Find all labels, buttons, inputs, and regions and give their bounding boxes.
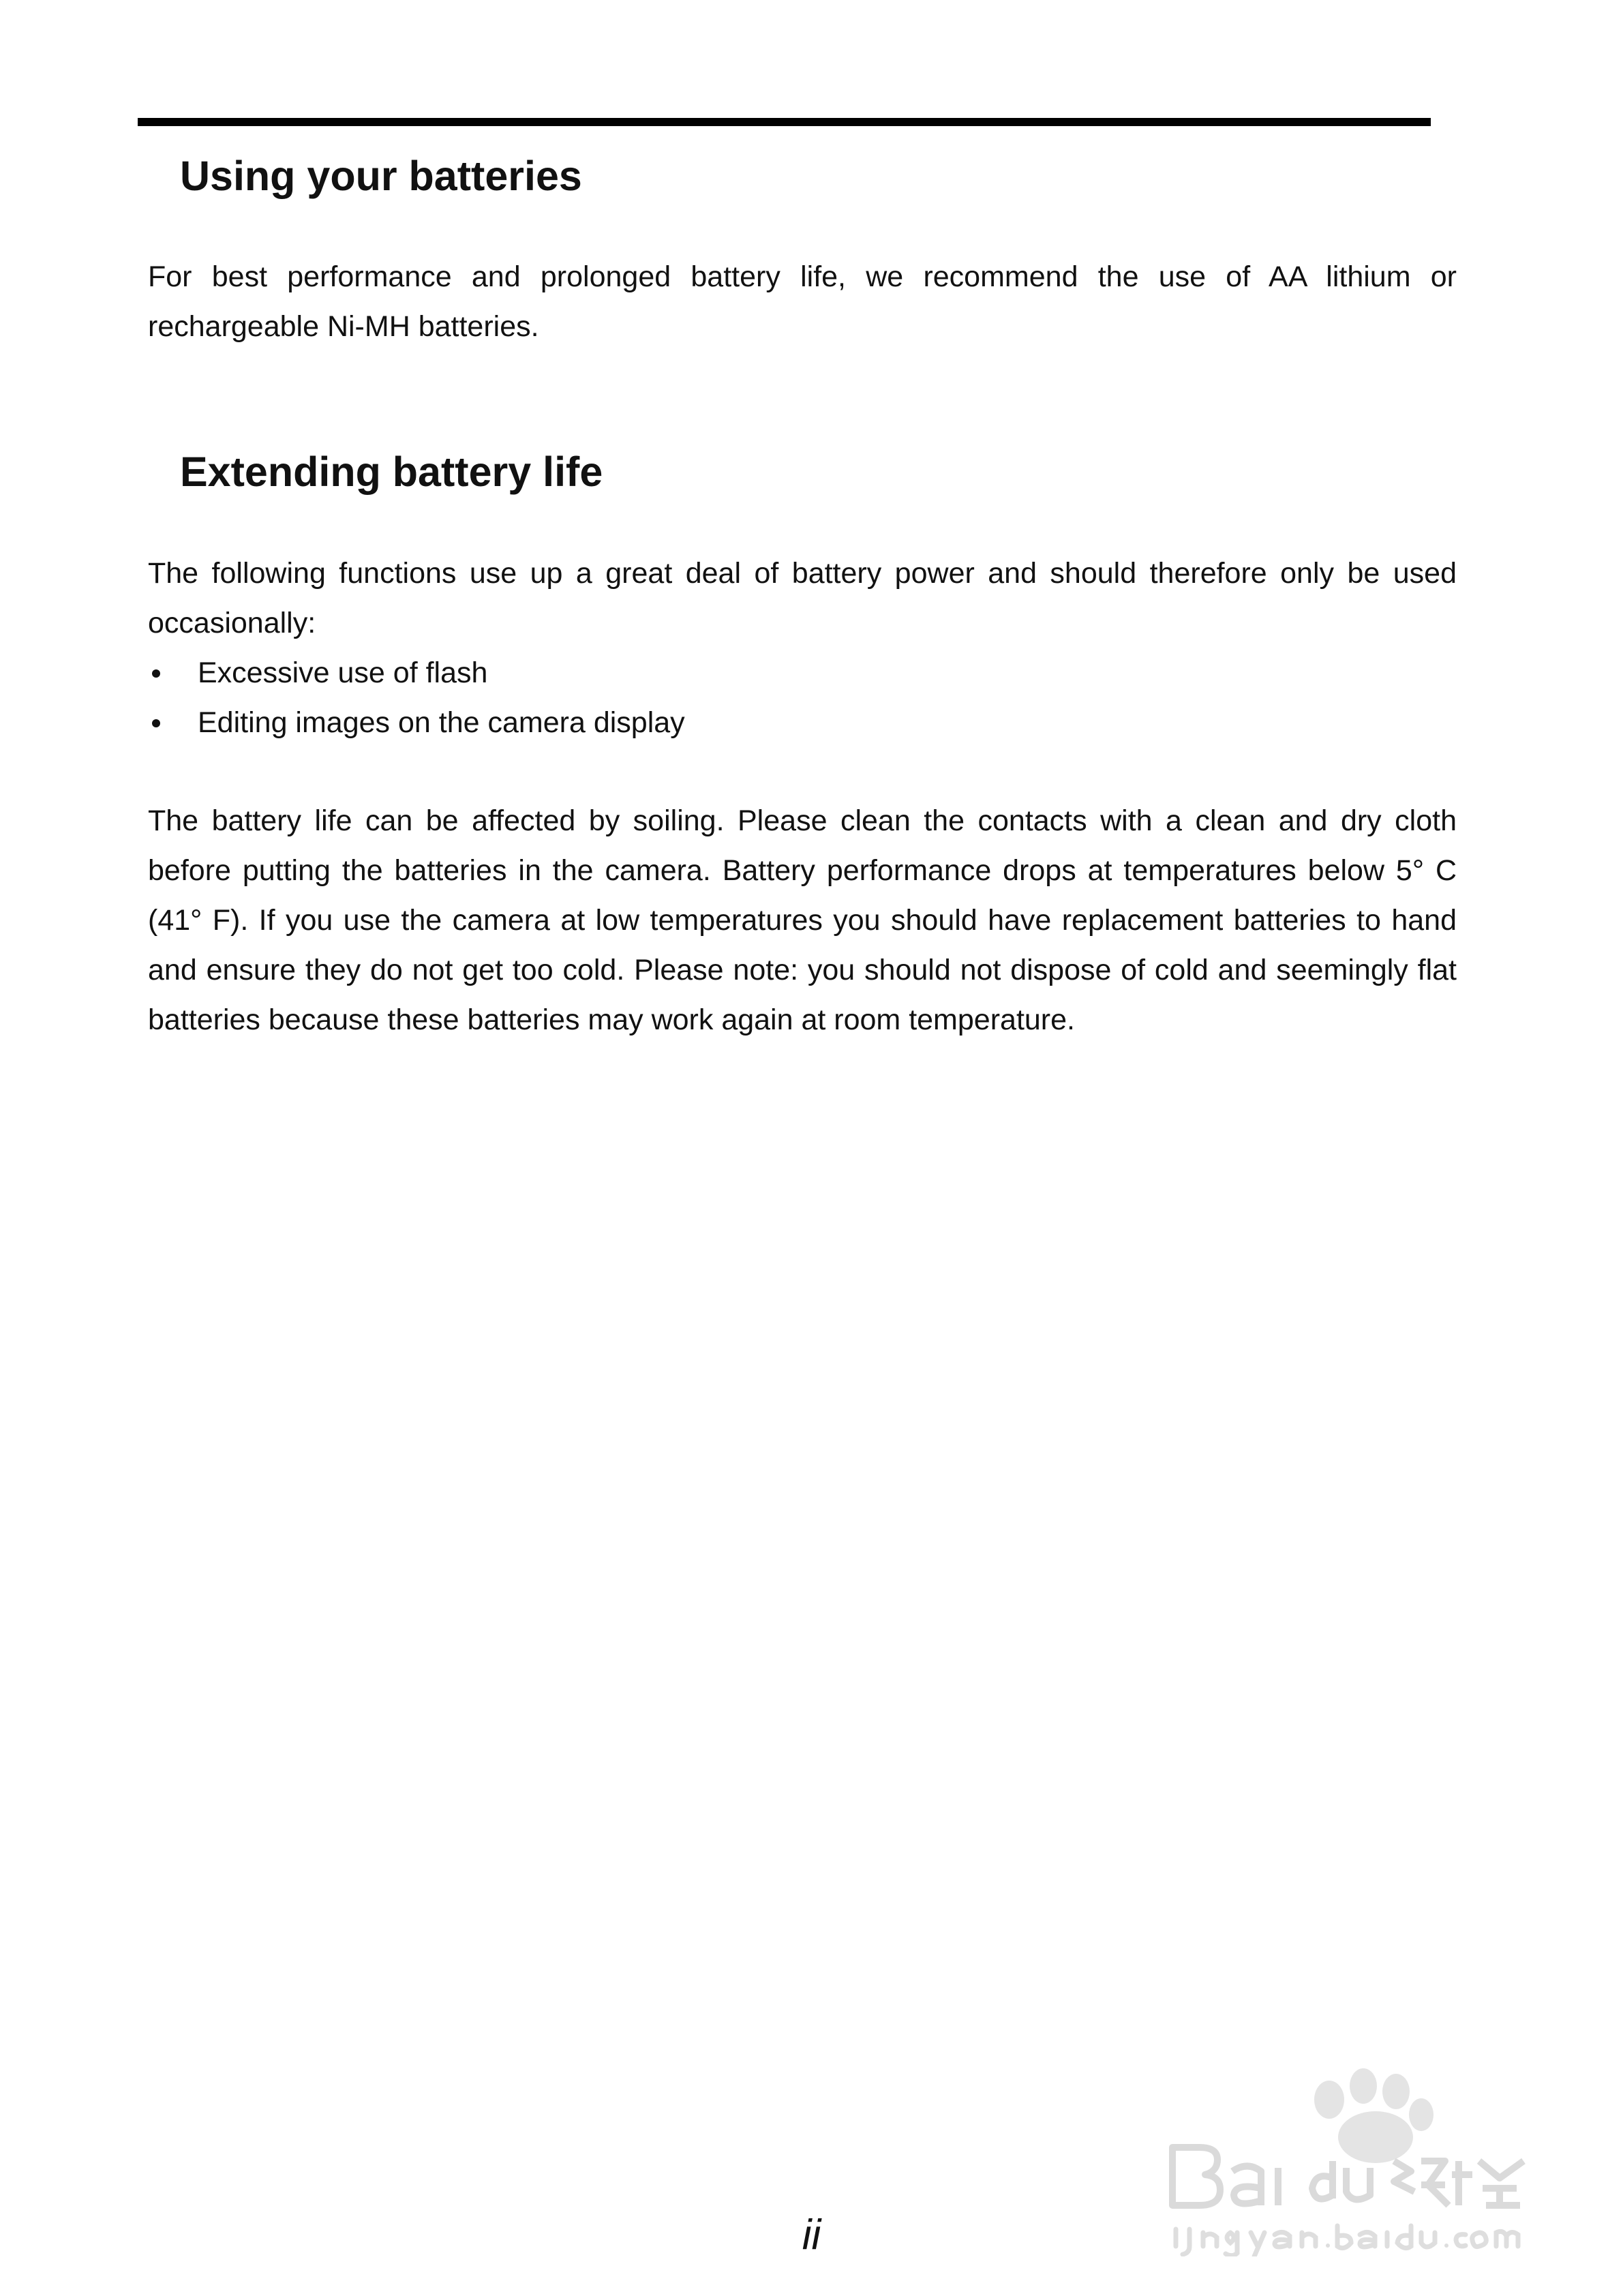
- page-number: ii: [802, 2211, 821, 2259]
- paragraph-power-functions: The following functions use up a great deal of battery power and should therefore only be used occasionally:: [148, 557, 1457, 639]
- list-item: [148, 648, 1457, 698]
- paragraph-battery-care: The battery life can be affected by soiling. Please clean the contacts with a clean and dry cloth before putting the batteries in the camera. Battery performance drops at temperatures below 5° C (41° F). If you use the camera at low temperatures you should have replacement batteries to hand and ensure they do not get too cold. Please note: you should not dispose of cold and seemingly flat batteries because these batteries may work again at room temperature.: [148, 804, 1457, 1036]
- bullet-icon: [152, 719, 160, 727]
- paragraph-battery-recommendation: For best performance and prolonged battery life, we recommend the use of AA lithium or rechargeable Ni-MH batteries.: [148, 260, 1457, 343]
- top-rule: [138, 118, 1431, 126]
- power-functions-list: [148, 648, 1457, 748]
- list-item-text: Excessive use of flash: [198, 656, 488, 689]
- list-item-text: Editing images on the camera display: [198, 706, 685, 739]
- section-heading-using-batteries: Using your batteries: [180, 153, 582, 199]
- section-heading-extending-battery-life: Extending battery life: [180, 449, 603, 495]
- baidu-jingyan-watermark-logo: [1159, 2059, 1541, 2256]
- bullet-icon: [152, 669, 160, 678]
- list-item: [148, 698, 1457, 748]
